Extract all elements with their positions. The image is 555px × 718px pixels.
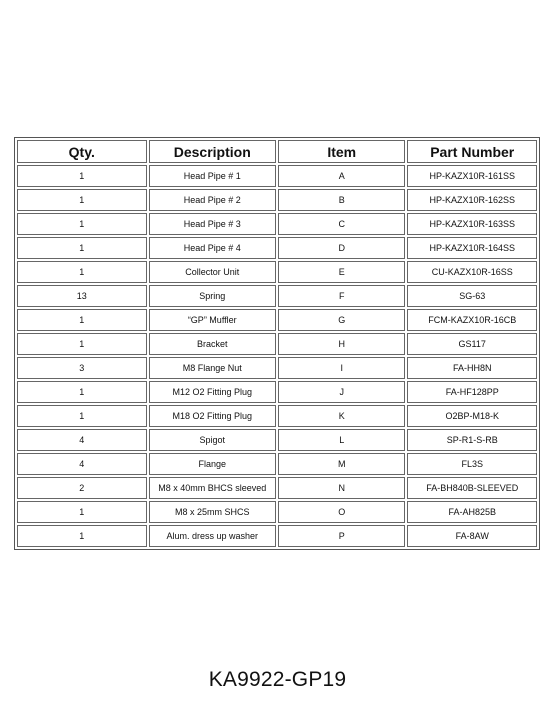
cell-item: M	[278, 453, 405, 475]
header-qty: Qty.	[17, 140, 147, 163]
table-row	[17, 525, 537, 547]
cell-item: C	[278, 213, 405, 235]
cell-qty: 1	[17, 525, 147, 547]
cell-item: P	[278, 525, 405, 547]
cell-qty: 2	[17, 477, 147, 499]
cell-part-number: HP-KAZX10R-161SS	[407, 165, 537, 187]
table-row	[17, 237, 537, 259]
cell-qty: 3	[17, 357, 147, 379]
cell-description: M12 O2 Fitting Plug	[149, 381, 276, 403]
cell-item: O	[278, 501, 405, 523]
cell-description: M8 x 25mm SHCS	[149, 501, 276, 523]
cell-part-number: FA-8AW	[407, 525, 537, 547]
cell-item: H	[278, 333, 405, 355]
cell-part-number: FL3S	[407, 453, 537, 475]
cell-item: J	[278, 381, 405, 403]
cell-part-number: SG-63	[407, 285, 537, 307]
cell-part-number: FCM-KAZX10R-16CB	[407, 309, 537, 331]
cell-qty: 1	[17, 237, 147, 259]
cell-qty: 1	[17, 189, 147, 211]
cell-item: G	[278, 309, 405, 331]
table-row	[17, 429, 537, 451]
cell-part-number: HP-KAZX10R-163SS	[407, 213, 537, 235]
table-header	[17, 140, 537, 163]
cell-qty: 4	[17, 453, 147, 475]
cell-qty: 1	[17, 405, 147, 427]
cell-part-number: FA-BH840B-SLEEVED	[407, 477, 537, 499]
table-row	[17, 357, 537, 379]
cell-qty: 1	[17, 381, 147, 403]
table-row	[17, 405, 537, 427]
cell-item: D	[278, 237, 405, 259]
cell-part-number: FA-HF128PP	[407, 381, 537, 403]
table-row	[17, 453, 537, 475]
header-part-number: Part Number	[407, 140, 537, 163]
cell-qty: 1	[17, 261, 147, 283]
cell-qty: 1	[17, 165, 147, 187]
table-row	[17, 165, 537, 187]
cell-item: E	[278, 261, 405, 283]
table-row	[17, 285, 537, 307]
table-row	[17, 381, 537, 403]
cell-qty: 4	[17, 429, 147, 451]
header-description: Description	[149, 140, 276, 163]
cell-part-number: HP-KAZX10R-162SS	[407, 189, 537, 211]
cell-part-number: GS117	[407, 333, 537, 355]
table-row	[17, 261, 537, 283]
table-body	[17, 165, 537, 547]
cell-description: Alum. dress up washer	[149, 525, 276, 547]
cell-description: Head Pipe # 2	[149, 189, 276, 211]
cell-qty: 1	[17, 213, 147, 235]
table-header-row	[17, 140, 537, 163]
cell-item: B	[278, 189, 405, 211]
cell-item: F	[278, 285, 405, 307]
cell-qty: 1	[17, 333, 147, 355]
cell-part-number: FA-HH8N	[407, 357, 537, 379]
table-row	[17, 189, 537, 211]
cell-description: Bracket	[149, 333, 276, 355]
cell-description: M8 Flange Nut	[149, 357, 276, 379]
cell-qty: 13	[17, 285, 147, 307]
cell-description: Collector Unit	[149, 261, 276, 283]
cell-description: Spring	[149, 285, 276, 307]
cell-part-number: FA-AH825B	[407, 501, 537, 523]
header-item: Item	[278, 140, 405, 163]
cell-description: Spigot	[149, 429, 276, 451]
cell-description: Head Pipe # 4	[149, 237, 276, 259]
cell-description: Head Pipe # 3	[149, 213, 276, 235]
table-row	[17, 309, 537, 331]
cell-qty: 1	[17, 309, 147, 331]
table-row	[17, 501, 537, 523]
parts-list-table	[14, 137, 540, 550]
cell-description: M8 x 40mm BHCS sleeved	[149, 477, 276, 499]
cell-item: I	[278, 357, 405, 379]
table-row	[17, 477, 537, 499]
cell-description: M18 O2 Fitting Plug	[149, 405, 276, 427]
document-code: KA9922-GP19	[208, 668, 347, 691]
cell-part-number: CU-KAZX10R-16SS	[407, 261, 537, 283]
cell-item: N	[278, 477, 405, 499]
cell-part-number: SP-R1-S-RB	[407, 429, 537, 451]
cell-part-number: HP-KAZX10R-164SS	[407, 237, 537, 259]
cell-description: Head Pipe # 1	[149, 165, 276, 187]
cell-qty: 1	[17, 501, 147, 523]
cell-item: A	[278, 165, 405, 187]
cell-item: K	[278, 405, 405, 427]
cell-description: Flange	[149, 453, 276, 475]
cell-item: L	[278, 429, 405, 451]
cell-description: “GP” Muffler	[149, 309, 276, 331]
table-row	[17, 333, 537, 355]
table-row	[17, 213, 537, 235]
cell-part-number: O2BP-M18-K	[407, 405, 537, 427]
